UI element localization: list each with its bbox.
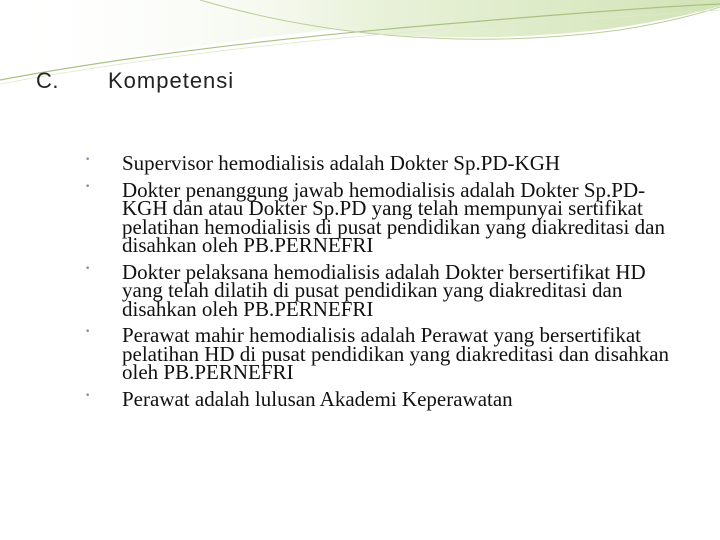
bullet-icon: • [85,327,91,337]
bullet-text-dokter-pelaksana: Dokter pelaksana hemodialisis adalah Dokter bersertifikat HD yang telah dilatih di pusat pendidikan yang diakreditasi dan disahkan oleh PB.PERNEFRI [122,259,646,321]
bullet-icon: • [85,390,91,401]
bullet-icon: • [85,263,91,274]
bullet-item-2 [0,177,720,259]
section-letter: C. [36,68,59,93]
bullet-item-1 [0,150,720,177]
bullet-icon: • [85,181,91,192]
section-heading [0,68,720,98]
section-title: Kompetensi [108,68,235,93]
bullet-item-5 [0,386,720,413]
bullet-item-4 [0,322,720,386]
bullet-text-perawat: Perawat adalah lulusan Akademi Keperawatan [122,386,513,411]
bullet-text-dokter-penanggung-jawab: Dokter penanggung jawab hemodialisis adalah Dokter Sp.PD-KGH dan atau Dokter Sp.PD yang telah mempunyai sertifikat pelatihan hemodialisis di pusat pendidikan yang diakreditasi dan disahkan oleh PB.PERNEFRI [122,177,665,257]
bullet-item-3 [0,259,720,323]
bullet-list [0,150,720,412]
bullet-text-supervisor: Supervisor hemodialisis adalah Dokter Sp.PD-KGH [122,151,561,175]
bullet-text-perawat-mahir: Perawat mahir hemodialisis adalah Perawat yang bersertifikat pelatihan HD di pusat pendidikan yang diakreditasi dan disahkan oleh PB.PERNEFRI [122,323,670,384]
bullet-icon: • [85,155,91,165]
